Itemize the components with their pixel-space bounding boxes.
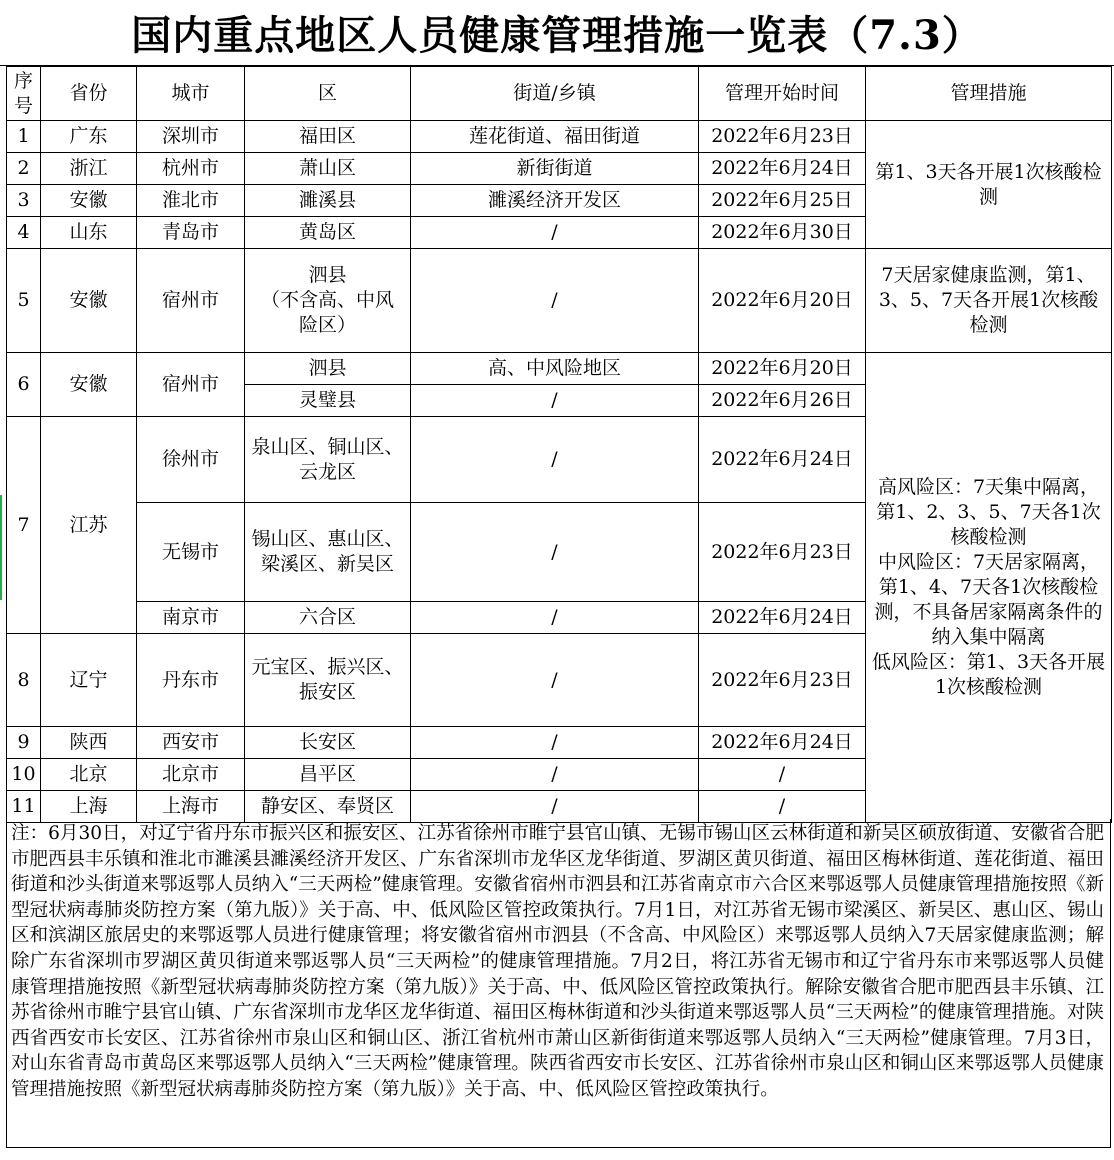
row-selection-marker (0, 495, 2, 600)
cell-district: 泉山区、铜山区、云龙区 (245, 417, 411, 503)
table-row (7, 121, 1112, 153)
cell-start: 2022年6月30日 (699, 217, 866, 249)
header-district: 区 (245, 67, 411, 121)
cell-city: 北京市 (137, 759, 245, 791)
cell-start: 2022年6月23日 (699, 121, 866, 153)
cell-city: 淮北市 (137, 185, 245, 217)
cell-province: 辽宁 (41, 634, 137, 727)
table-row (7, 353, 1112, 385)
cell-seq: 11 (7, 791, 41, 823)
cell-city: 深圳市 (137, 121, 245, 153)
header-city: 城市 (137, 67, 245, 121)
header-start: 管理开始时间 (699, 67, 866, 121)
cell-district: 黄岛区 (245, 217, 411, 249)
cell-province: 广东 (41, 121, 137, 153)
cell-seq: 6 (7, 353, 41, 417)
cell-province: 安徽 (41, 249, 137, 353)
header-seq: 序号 (7, 67, 41, 121)
cell-start: 2022年6月25日 (699, 185, 866, 217)
cell-city: 杭州市 (137, 153, 245, 185)
table-row (7, 249, 1112, 353)
cell-city: 西安市 (137, 727, 245, 759)
cell-city: 丹东市 (137, 634, 245, 727)
cell-province: 安徽 (41, 185, 137, 217)
cell-district: 福田区 (245, 121, 411, 153)
cell-street: / (411, 385, 699, 417)
cell-start: 2022年6月24日 (699, 727, 866, 759)
cell-district: 六合区 (245, 602, 411, 634)
cell-street: / (411, 634, 699, 727)
cell-start: 2022年6月24日 (699, 153, 866, 185)
cell-street: / (411, 791, 699, 823)
cell-street: / (411, 417, 699, 503)
cell-start: 2022年6月23日 (699, 634, 866, 727)
cell-measure-1: 第1、3天各开展1次核酸检测 (866, 121, 1112, 249)
cell-start: 2022年6月20日 (699, 249, 866, 353)
cell-street: 莲花街道、福田街道 (411, 121, 699, 153)
cell-street: 濉溪经济开发区 (411, 185, 699, 217)
cell-seq: 4 (7, 217, 41, 249)
cell-province: 浙江 (41, 153, 137, 185)
cell-start: 2022年6月26日 (699, 385, 866, 417)
cell-district: 濉溪县 (245, 185, 411, 217)
cell-start: 2022年6月24日 (699, 602, 866, 634)
cell-start: 2022年6月24日 (699, 417, 866, 503)
cell-measure-3: 高风险区：7天集中隔离，第1、2、3、5、7天各1次核酸检测 中风险区：7天居家隔离，第1、4、7天各1次核酸检测，不具备居家隔离条件的纳入集中隔离 低风险区：第1、3天各开展1次核酸检测 (866, 353, 1112, 823)
cell-district: 元宝区、振兴区、振安区 (245, 634, 411, 727)
cell-district: 锡山区、惠山区、梁溪区、新吴区 (245, 503, 411, 602)
cell-street: / (411, 759, 699, 791)
cell-city: 徐州市 (137, 417, 245, 503)
cell-district: 静安区、奉贤区 (245, 791, 411, 823)
cell-street: / (411, 503, 699, 602)
cell-city: 宿州市 (137, 249, 245, 353)
cell-street: / (411, 602, 699, 634)
cell-province: 北京 (41, 759, 137, 791)
cell-district: 萧山区 (245, 153, 411, 185)
footnote: 注：6月30日，对辽宁省丹东市振兴区和振安区、江苏省徐州市睢宁县官山镇、无锡市锡山区云林街道和新吴区硕放街道、安徽省合肥市肥西县丰乐镇和淮北市濉溪县濉溪经济开发区、广东省深圳市龙华区龙华街道、罗湖区黄贝街道、福田区梅林街道、莲花街道、福田街道和沙头街道来鄂返鄂人员纳入“三天两检”健康管理。安徽省宿州市泗县和江苏省南京市六合区来鄂返鄂人员健康管理措施按照《新型冠状病毒肺炎防控方案（第九版）》关于高、中、低风险区管控政策执行。7月1日，对江苏省无锡市梁溪区、新吴区、惠山区、锡山区和滨湖区旅居史的来鄂返鄂人员进行健康管理；将安徽省宿州市泗县（不含高、中风险区）来鄂返鄂人员纳入7天居家健康监测；解除广东省深圳市罗湖区黄贝街道来鄂返鄂人员“三天两检”的健康管理措施。7月2日，将江苏省无锡市和辽宁省丹东市来鄂返鄂人员健康管理措施按照《新型冠状病毒肺炎防控方案（第九版）》关于高、中、低风险区管控政策执行。解除安徽省合肥市肥西县丰乐镇、江苏省徐州市睢宁县官山镇、广东省深圳市龙华区龙华街道、福田区梅林街道和沙头街道来鄂返鄂人员“三天两检”的健康管理措施。对陕西省西安市长安区、江苏省徐州市泉山区和铜山区、浙江省杭州市萧山区新街街道来鄂返鄂人员纳入“三天两检”健康管理。7月3日，对山东省青岛市黄岛区来鄂返鄂人员纳入“三天两检”健康管理。陕西省西安市长安区、江苏省徐州市泉山区和铜山区来鄂返鄂人员健康管理措施按照《新型冠状病毒肺炎防控方案（第九版）》关于高、中、低风险区管控政策执行。 (6, 819, 1111, 1148)
cell-seq: 1 (7, 121, 41, 153)
header-street: 街道/乡镇 (411, 67, 699, 121)
cell-seq: 3 (7, 185, 41, 217)
cell-measure-2: 7天居家健康监测，第1、3、5、7天各开展1次核酸检测 (866, 249, 1112, 353)
cell-city: 宿州市 (137, 353, 245, 417)
cell-district: 灵璧县 (245, 385, 411, 417)
cell-seq: 9 (7, 727, 41, 759)
cell-city: 南京市 (137, 602, 245, 634)
cell-street: 高、中风险地区 (411, 353, 699, 385)
cell-province: 江苏 (41, 417, 137, 634)
cell-province: 上海 (41, 791, 137, 823)
cell-province: 安徽 (41, 353, 137, 417)
cell-street: / (411, 249, 699, 353)
cell-district: 泗县 (245, 353, 411, 385)
cell-seq: 10 (7, 759, 41, 791)
cell-city: 无锡市 (137, 503, 245, 602)
cell-province: 山东 (41, 217, 137, 249)
cell-start: 2022年6月20日 (699, 353, 866, 385)
page-title: 国内重点地区人员健康管理措施一览表（7.3） (0, 0, 1114, 66)
health-management-table (6, 66, 1112, 823)
header-measure: 管理措施 (866, 67, 1112, 121)
cell-district: 泗县 （不含高、中风险区） (245, 249, 411, 353)
cell-seq: 7 (7, 417, 41, 634)
header-row (7, 67, 1112, 121)
cell-start: / (699, 759, 866, 791)
cell-seq: 8 (7, 634, 41, 727)
cell-province: 陕西 (41, 727, 137, 759)
cell-start: / (699, 791, 866, 823)
cell-city: 青岛市 (137, 217, 245, 249)
header-province: 省份 (41, 67, 137, 121)
cell-street: 新街街道 (411, 153, 699, 185)
cell-district: 昌平区 (245, 759, 411, 791)
cell-seq: 2 (7, 153, 41, 185)
cell-city: 上海市 (137, 791, 245, 823)
cell-seq: 5 (7, 249, 41, 353)
cell-street: / (411, 217, 699, 249)
cell-district: 长安区 (245, 727, 411, 759)
cell-start: 2022年6月23日 (699, 503, 866, 602)
cell-street: / (411, 727, 699, 759)
